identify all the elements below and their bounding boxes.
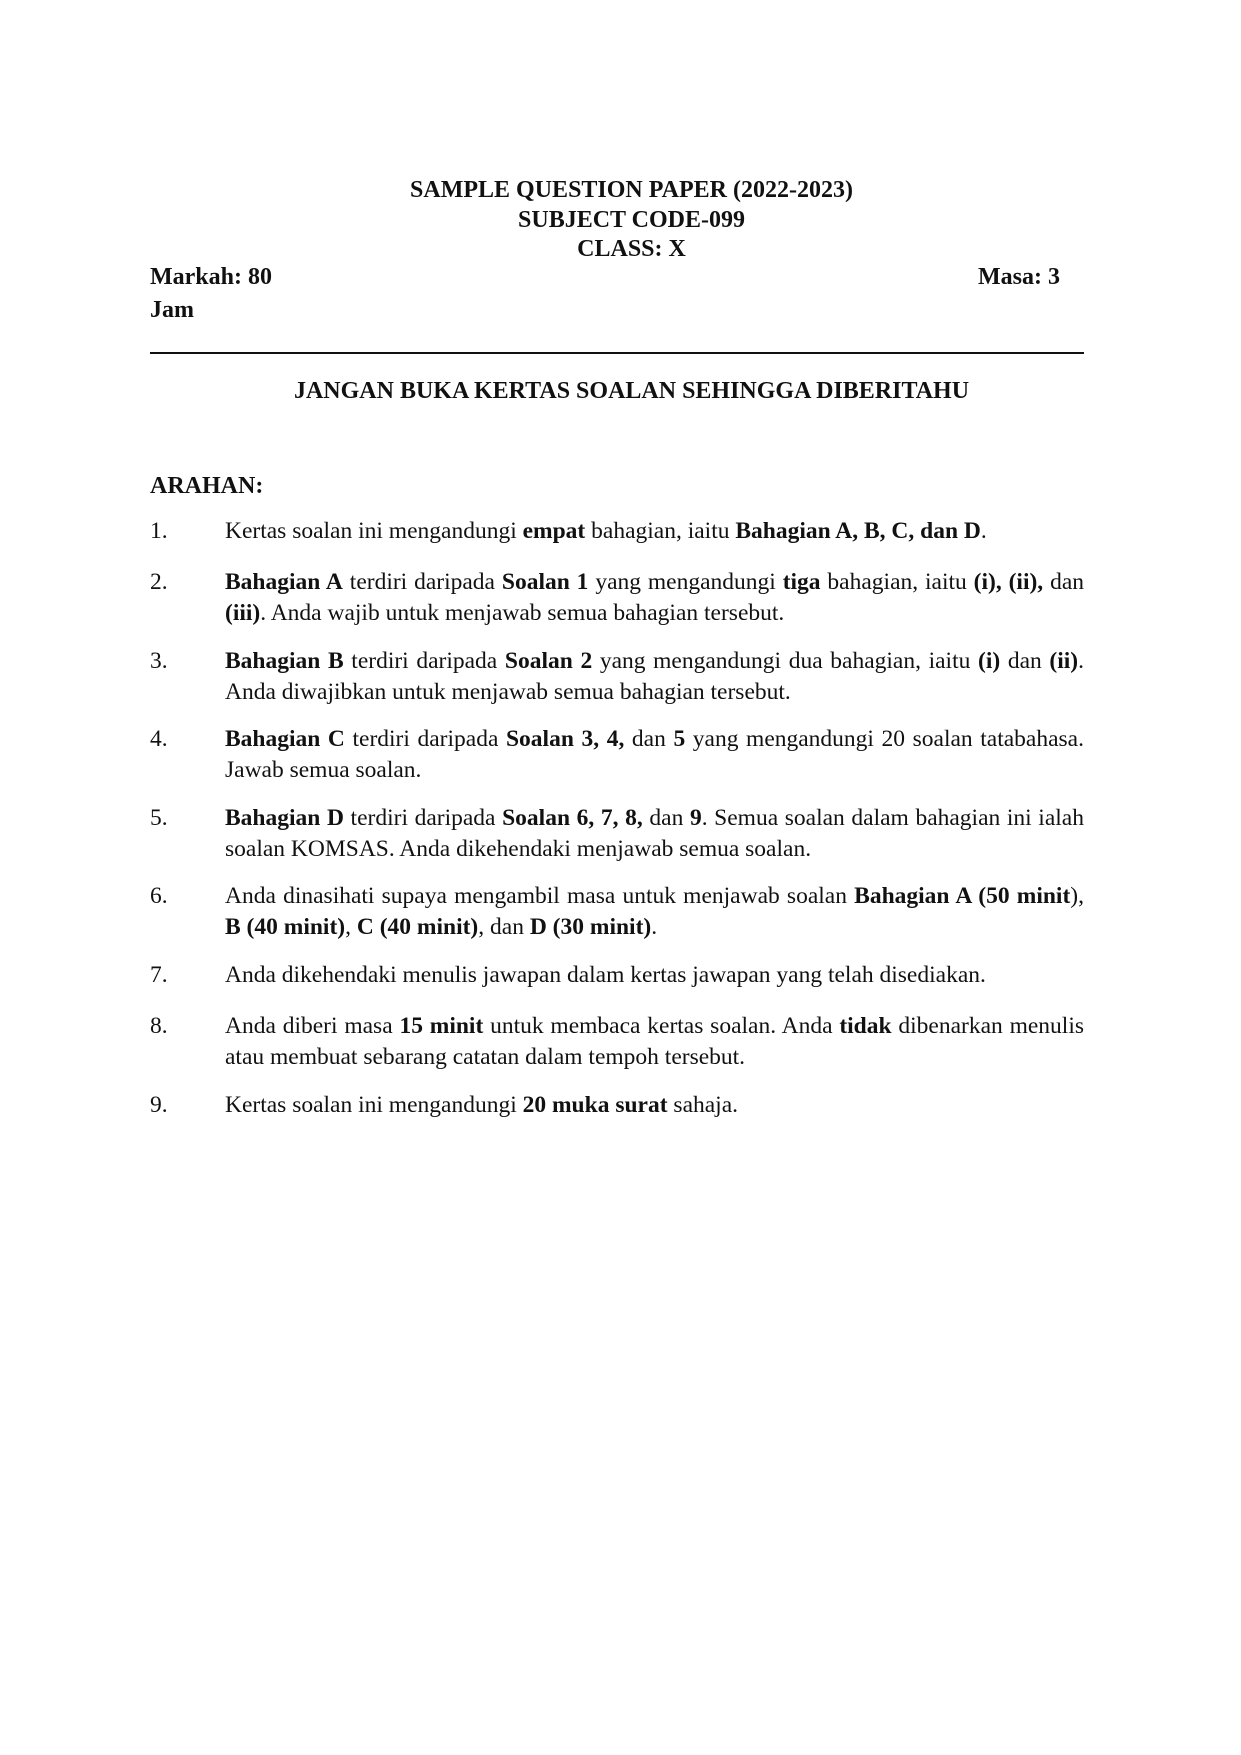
instruction-number: 6.	[150, 883, 168, 909]
instruction-segment: Anda dikehendaki menulis jawapan dalam kertas jawapan yang telah disediakan.	[225, 962, 986, 988]
instruction-segment: Kertas soalan ini mengandungi	[225, 518, 523, 544]
instruction-text	[225, 1090, 1084, 1121]
time-unit: Jam	[150, 297, 194, 323]
instruction-emphasis: (i)	[978, 648, 1001, 674]
instruction-text	[225, 881, 1084, 943]
instruction-emphasis: Soalan 3, 4,	[505, 726, 625, 752]
instruction-emphasis: 9	[689, 805, 702, 831]
instruction-segment: .	[980, 518, 987, 544]
instruction-number: 8.	[150, 1013, 168, 1039]
instruction-segment: dan	[1000, 648, 1050, 674]
warning-heading	[0, 376, 1241, 406]
instruction-emphasis: (i), (ii),	[973, 569, 1044, 595]
instruction-emphasis: Soalan 2	[504, 648, 593, 674]
instruction-text	[225, 646, 1084, 708]
instruction-segment: yang mengandungi dua bahagian, iaitu	[592, 648, 979, 674]
instruction-emphasis: tiga	[782, 569, 821, 595]
instruction-emphasis: Bahagian A, B, C, dan D	[735, 518, 981, 544]
instruction-emphasis: (iii)	[225, 600, 261, 626]
instruction-emphasis: B (40 minit)	[225, 914, 346, 940]
instruction-segment: sahaja.	[667, 1092, 739, 1118]
instruction-segment: . Semua soalan dalam bahagian ini ialah soalan KOMSAS. Anda dikehendaki menjawab semua soalan.	[225, 805, 1084, 862]
instruction-emphasis: Bahagian B	[225, 648, 344, 674]
instruction-emphasis: Bahagian C	[225, 726, 345, 752]
instruction-segment: terdiri daripada	[344, 726, 506, 752]
instruction-emphasis: D (30 minit)	[529, 914, 652, 940]
instruction-number: 3.	[150, 648, 168, 674]
instruction-segment: ,	[345, 914, 357, 940]
class-label: CLASS: X	[577, 236, 686, 262]
instruction-text	[225, 567, 1084, 629]
instruction-text	[225, 724, 1084, 786]
instruction-segment: ),	[1070, 883, 1084, 909]
marks-label: Markah: 80	[150, 264, 272, 290]
instruction-segment: dan	[1043, 569, 1084, 595]
instruction-segment: terdiri daripada	[342, 569, 502, 595]
instruction-segment: terdiri daripada	[343, 805, 503, 831]
divider-line	[150, 352, 1084, 354]
subject-code: SUBJECT CODE-099	[518, 206, 745, 233]
instruction-emphasis: C (40 minit)	[356, 914, 479, 940]
instruction-number: 7.	[150, 962, 168, 988]
instruction-emphasis: empat	[522, 518, 586, 544]
instruction-number: 5.	[150, 805, 168, 831]
instruction-emphasis: 15 minit	[399, 1013, 484, 1039]
instruction-number: 1.	[150, 518, 168, 544]
instruction-segment: bahagian, iaitu	[820, 569, 974, 595]
instruction-emphasis: Bahagian D	[225, 805, 344, 831]
instruction-emphasis: Soalan 6, 7, 8,	[502, 805, 643, 831]
instruction-segment: dan	[642, 805, 690, 831]
instruction-segment: dibenarkan menulis atau membuat sebarang catatan dalam tempoh tersebut.	[225, 1013, 1085, 1070]
instruction-segment: . Anda wajib untuk menjawab semua bahagian tersebut.	[260, 600, 785, 626]
instruction-text	[225, 803, 1084, 865]
paper-title: SAMPLE QUESTION PAPER (2022-2023)	[410, 177, 853, 203]
instruction-segment: Kertas soalan ini mengandungi	[225, 1092, 523, 1118]
paper-header	[0, 176, 1241, 265]
instruction-emphasis: Soalan 1	[501, 569, 589, 595]
instruction-text	[225, 1011, 1084, 1073]
instruction-number: 2.	[150, 569, 168, 595]
instructions-title: ARAHAN:	[150, 473, 264, 499]
instruction-segment: , dan	[478, 914, 530, 940]
instruction-emphasis: 5	[673, 726, 686, 752]
instruction-segment: . Anda diwajibkan untuk menjawab semua bahagian tersebut.	[225, 648, 1084, 705]
instruction-segment: Anda dinasihati supaya mengambil masa untuk menjawab soalan	[225, 883, 855, 909]
instruction-segment: untuk membaca kertas soalan. Anda	[483, 1013, 840, 1039]
instruction-segment: dan	[624, 726, 674, 752]
warning-text: JANGAN BUKA KERTAS SOALAN SEHINGGA DIBERITAHU	[293, 378, 970, 404]
instruction-text	[225, 960, 1084, 991]
instruction-segment: yang mengandungi 20 soalan tatabahasa. Jawab semua soalan.	[225, 726, 1084, 783]
instruction-number: 9.	[150, 1092, 168, 1118]
instruction-emphasis: 20 muka surat	[522, 1092, 668, 1118]
instruction-segment: Anda diberi masa	[225, 1013, 400, 1039]
instruction-segment: .	[651, 914, 658, 940]
instruction-segment: bahagian, iaitu	[585, 518, 736, 544]
instruction-emphasis: (ii)	[1049, 648, 1079, 674]
instruction-emphasis: Bahagian A	[225, 569, 343, 595]
instruction-text	[225, 516, 1084, 547]
instruction-segment: yang mengandungi	[588, 569, 783, 595]
time-label: Masa: 3	[978, 264, 1060, 290]
instruction-emphasis: tidak	[839, 1013, 892, 1039]
instruction-number: 4.	[150, 726, 168, 752]
instruction-emphasis: Bahagian A (50 minit	[854, 883, 1071, 909]
instruction-segment: terdiri daripada	[343, 648, 505, 674]
